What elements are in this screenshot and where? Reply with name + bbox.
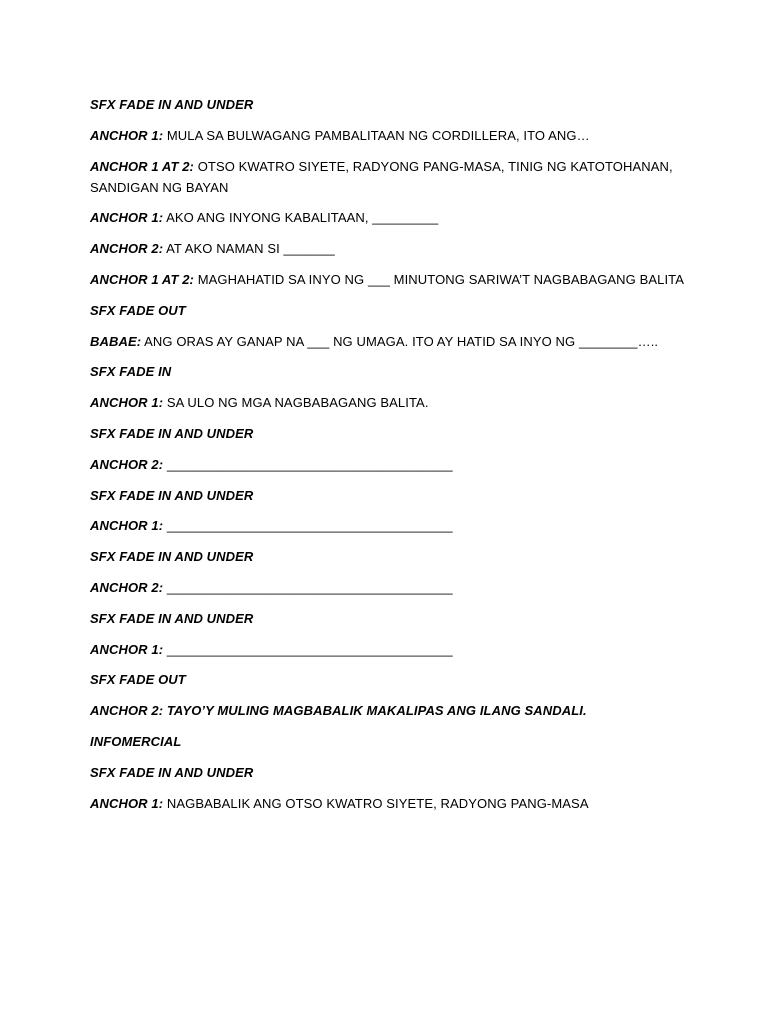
script-line-sfx	[90, 762, 690, 783]
blank-line: _______________________________________	[166, 579, 453, 595]
script-line-sfx	[90, 361, 690, 382]
blank-line: _______________________________________	[166, 518, 453, 534]
sfx-cue: SFX FADE OUT	[90, 672, 186, 688]
blank-line: _______________________________________	[166, 456, 453, 472]
script-line-sfx	[90, 608, 690, 629]
speaker-label: ANCHOR 1:	[90, 518, 164, 534]
sfx-cue: SFX FADE IN AND UNDER	[90, 549, 254, 565]
script-line-infomercial	[90, 731, 690, 752]
speaker-label: ANCHOR 1:	[90, 395, 164, 411]
script-line-anchor1	[90, 515, 690, 536]
line-text: MULA SA BULWAGANG PAMBALITAAN NG CORDILLERA, ITO ANG…	[166, 127, 590, 143]
radio-script	[90, 94, 690, 823]
script-line-sfx	[90, 300, 690, 321]
speaker-label: BABAE:	[90, 333, 142, 349]
speaker-label: ANCHOR 1 AT 2:	[90, 158, 194, 174]
script-line-sfx	[90, 94, 690, 115]
speaker-label: ANCHOR 1:	[90, 210, 164, 226]
blank-line: _______________________________________	[166, 641, 453, 657]
speaker-label: ANCHOR 1 AT 2:	[90, 271, 194, 287]
line-text: MAGHAHATID SA INYO NG ___ MINUTONG SARIWA’T NAGBABAGANG BALITA	[197, 271, 685, 287]
script-line-anchor1	[90, 392, 690, 413]
line-text: NAGBABALIK ANG OTSO KWATRO SIYETE, RADYONG PANG-MASA	[166, 795, 589, 811]
script-line-anchor2-full-italic	[90, 700, 690, 721]
script-line-anchor1	[90, 207, 690, 228]
script-line-anchor1-at-2	[90, 269, 690, 290]
line-text: AKO ANG INYONG KABALITAAN, _________	[166, 210, 439, 226]
sfx-cue: SFX FADE IN AND UNDER	[90, 425, 254, 441]
segment-cue: INFOMERCIAL	[90, 733, 182, 749]
script-line-sfx	[90, 485, 690, 506]
sfx-cue: SFX FADE IN	[90, 364, 172, 380]
speaker-label: ANCHOR 2:	[90, 241, 164, 257]
sfx-cue: SFX FADE IN AND UNDER	[90, 97, 254, 112]
speaker-label: ANCHOR 2:	[90, 456, 164, 472]
script-line-anchor2	[90, 577, 690, 598]
script-line-anchor2	[90, 238, 690, 259]
line-text: ANG ORAS AY GANAP NA ___ NG UMAGA. ITO AY HATID SA INYO NG ________…..	[144, 333, 659, 349]
speaker-label: ANCHOR 1:	[90, 127, 164, 143]
script-line-sfx	[90, 546, 690, 567]
script-line-anchor1	[90, 125, 690, 146]
line-text: AT AKO NAMAN SI _______	[166, 241, 335, 257]
script-line-anchor1	[90, 639, 690, 660]
speaker-label: ANCHOR 1:	[90, 795, 164, 811]
speaker-label: ANCHOR 1:	[90, 641, 164, 657]
sfx-cue: SFX FADE IN AND UNDER	[90, 487, 254, 503]
speaker-label: ANCHOR 2:	[90, 579, 164, 595]
script-line-anchor2	[90, 454, 690, 475]
script-line-anchor1-at-2	[90, 156, 690, 198]
line-text: OTSO KWATRO SIYETE, RADYONG PANG-MASA, TINIG NG KATOTOHANAN, SANDIGAN NG BAYAN	[90, 158, 673, 195]
script-line-anchor1	[90, 793, 690, 814]
sfx-cue: SFX FADE OUT	[90, 302, 186, 318]
line-text: SA ULO NG MGA NAGBABAGANG BALITA.	[166, 395, 429, 411]
sfx-cue: SFX FADE IN AND UNDER	[90, 764, 254, 780]
speaker-line-italic: ANCHOR 2: TAYO’Y MULING MAGBABALIK MAKALIPAS ANG ILANG SANDALI.	[90, 703, 587, 719]
script-line-babae	[90, 331, 690, 352]
script-line-sfx	[90, 669, 690, 690]
sfx-cue: SFX FADE IN AND UNDER	[90, 610, 254, 626]
script-line-sfx	[90, 423, 690, 444]
